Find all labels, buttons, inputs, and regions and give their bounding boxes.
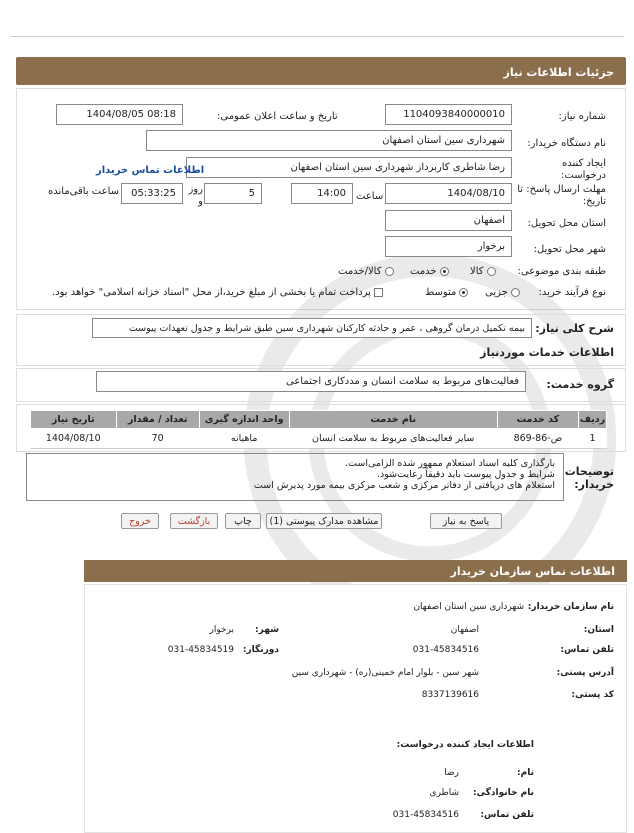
need-number-field: 1104093840000010 [385,104,512,125]
remaining-label: ساعت باقی‌مانده [48,186,120,197]
city-label: شهر محل تحویل: [533,244,606,255]
services-title: اطلاعات خدمات موردنیاز [480,346,614,359]
radio-icon [487,267,496,276]
service-group-label: گروه خدمت: [546,378,614,391]
view-docs-button[interactable]: مشاهده مدارک پیوستی (1) [266,513,382,529]
col-date: تاریخ نیاز [31,411,117,429]
contact-province-value: اصفهان [450,625,479,635]
need-number-label: شماره نیاز: [558,111,606,122]
creator-phone-value: 031-45834516 [392,810,459,820]
contact-fax-label: دورنگار: [242,645,279,655]
cell-row: 1 [578,429,606,449]
radio-selected-icon [440,267,449,276]
creator-info-title: اطلاعات ایجاد کننده درخواست: [396,740,534,750]
creator-first-name-value: رضا [444,768,459,778]
days-label: روز و [188,184,203,207]
cell-unit: ماهیانه [199,429,289,449]
radio-selected-icon [459,288,468,297]
announce-field: 1404/08/05 08:18 [56,104,183,125]
deadline-date-field: 1404/08/10 [385,183,512,204]
category-option-goods[interactable]: کالا [470,266,496,277]
cell-name: سایر فعالیت‌های مربوط به سلامت انسان [289,429,497,449]
creator-last-name-label: نام خانوادگی: [472,788,534,798]
col-row: ردیف [578,411,606,429]
contact-postal-value: 8337139616 [421,690,479,700]
col-name: نام خدمت [289,411,497,429]
items-table [30,410,607,449]
notes-line: شرایط و جدول پیوست باید دقیقاً رعایت‌شود. [376,469,555,480]
category-option-service[interactable]: خدمت [410,266,449,277]
contact-postal-label: کد پستی: [571,690,614,700]
reply-button[interactable]: پاسخ به نیاز [430,513,502,529]
contact-panel [84,584,627,833]
contact-city-value: برخوار [209,625,234,635]
category-option-both[interactable]: کالا/خدمت [338,266,394,277]
notes-label: توضیحات خریدار: [564,465,614,491]
cell-qty: 70 [116,429,199,449]
process-option-medium[interactable]: متوسط [425,287,468,298]
back-button[interactable]: بازگشت [170,513,218,529]
print-button[interactable]: چاپ [225,513,261,529]
province-label: استان محل تحویل: [527,218,606,229]
deadline-time-field: 14:00 [291,183,353,204]
summary-label: شرح کلی نیاز: [535,322,614,335]
days-field: 5 [204,183,262,204]
city-field: برخوار [385,236,512,257]
notes-line: بارگذاری کلیه اسناد استعلام ممهور شده الزامی‌است. [345,458,555,469]
contact-province-label: استان: [583,625,614,635]
contact-city-label: شهر: [255,625,279,635]
col-code: کد خدمت [497,411,578,429]
province-field: اصفهان [385,210,512,231]
process-option-minor[interactable]: جزیی [485,287,520,298]
process-label: نوع فرآیند خرید: [538,287,606,298]
cell-code: ص-86-869 [497,429,578,449]
notes-box [26,453,564,501]
contact-section-title: اطلاعات تماس سازمان خریدار [84,560,627,582]
contact-org-label: نام سازمان خریدار: [527,602,614,612]
deadline-label: مهلت ارسال پاسخ: تا تاریخ: [517,184,606,207]
creator-phone-label: تلفن تماس: [480,810,534,820]
table-header-row [31,411,607,429]
contact-address-label: آدرس پستی: [556,668,614,678]
creator-last-name-value: شاطری [429,788,459,798]
summary-field: بیمه تکمیل درمان گروهی ، عمر و حادثه کارکنان شهرداری سین طبق شرایط و جدول تعهدات پیوست [92,318,532,338]
service-group-field: فعالیت‌های مربوط به سلامت انسان و مددکاری اجتماعی [96,371,526,392]
contact-address-value: شهر سین - بلوار امام خمینی(ره) - شهرداری سین [291,668,479,678]
exit-button[interactable]: خروج [121,513,159,529]
page-title: جزئیات اطلاعات نیاز [16,57,626,85]
payment-note[interactable]: پرداخت تمام یا بخشی از مبلغ خرید،از محل "اسناد خزانه اسلامی" خواهد بود. [52,287,383,298]
cell-date: 1404/08/10 [31,429,117,449]
buyer-org-label: نام دستگاه خریدار: [527,138,606,149]
radio-icon [385,267,394,276]
notes-line: استعلام های دریافتی از دفاتر مرکزی و شعب مرکزی بیمه مورد پذیرش است [253,480,555,491]
remaining-time-field: 05:33:25 [121,183,183,204]
contact-fax-value: 031-45834519 [167,645,234,655]
contact-info-link[interactable]: اطلاعات تماس خریدار [96,165,205,176]
time-label: ساعت [356,191,384,202]
buyer-org-field: شهرداری سین استان اصفهان [146,130,512,151]
creator-label: ایجاد کننده درخواست: [561,158,606,181]
contact-org-value: شهرداری سین استان اصفهان [413,602,524,612]
contact-phone-value: 031-45834516 [412,645,479,655]
creator-field: رضا شاطری کاربرداز شهرداری سین استان اصفهان [186,157,512,178]
creator-first-name-label: نام: [517,768,534,778]
top-divider [10,36,624,37]
contact-phone-label: تلفن تماس: [560,645,614,655]
table-row [31,429,607,449]
radio-icon [511,288,520,297]
checkbox-icon [374,288,383,297]
col-qty: تعداد / مقدار [116,411,199,429]
col-unit: واحد اندازه گیری [199,411,289,429]
announce-label: تاریخ و ساعت اعلان عمومی: [217,111,338,122]
category-label: طبقه بندی موضوعی: [517,266,606,277]
